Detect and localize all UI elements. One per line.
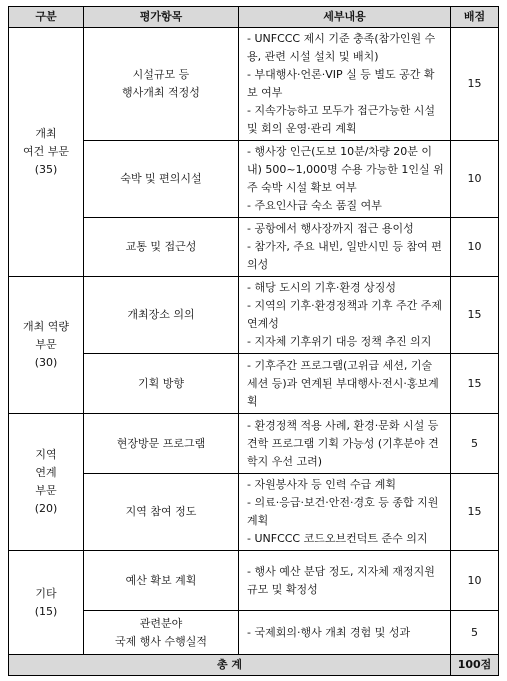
category-label-line: (20) <box>34 502 58 515</box>
details-cell <box>239 218 451 277</box>
header-row <box>9 7 499 28</box>
details-cell <box>239 28 451 141</box>
header-details: 세부내용 <box>239 7 451 28</box>
detail-item: - 지역의 기후·환경정책과 기후 주간 주제 연계성 <box>247 299 442 330</box>
evaluation-item-name: 현장방문 프로그램 <box>116 436 206 450</box>
detail-item: - 행사 예산 분담 정도, 지자체 재정지원 규모 및 확정성 <box>247 564 435 596</box>
score-cell: 15 <box>451 28 499 141</box>
score-cell: 10 <box>451 218 499 277</box>
detail-item: - 기후주간 프로그램(고위급 세션, 기술 세션 등)과 연계된 부대행사·전시·홍보계획 <box>247 358 439 408</box>
detail-item: - 참가자, 주요 내빈, 일반시민 등 참여 편의성 <box>247 240 442 271</box>
total-row <box>9 655 499 676</box>
evaluation-item-name: 숙박 및 편의시설 <box>120 172 202 185</box>
detail-item: - UNFCCC 코드오브컨덕트 준수 의지 <box>247 532 428 545</box>
evaluation-item-name: 행사개최 적정성 <box>122 86 200 99</box>
evaluation-item-name: 교통 및 접근성 <box>125 240 197 253</box>
evaluation-item-name: 개최장소 의의 <box>127 308 195 321</box>
evaluation-criteria-table <box>8 6 499 676</box>
total-score: 100점 <box>451 655 499 676</box>
evaluation-item-name: 지역 참여 정도 <box>125 505 197 518</box>
evaluation-item-cell <box>84 474 239 551</box>
category-label-line: (35) <box>34 163 58 176</box>
category-label-line: 개최 <box>35 127 57 140</box>
score-cell: 15 <box>451 354 499 414</box>
score-cell: 15 <box>451 277 499 354</box>
total-label: 총 계 <box>9 655 451 676</box>
details-cell <box>239 611 451 655</box>
details-cell <box>239 551 451 611</box>
category-cell <box>9 551 84 655</box>
score-cell: 10 <box>451 551 499 611</box>
evaluation-item-name: 관련분야 <box>139 616 183 630</box>
detail-item: - 자원봉사자 등 인력 수급 계획 <box>247 478 396 491</box>
evaluation-item-cell <box>84 28 239 141</box>
details-cell <box>239 354 451 414</box>
detail-item: - 국제회의·행사 개최 경험 및 성과 <box>247 625 411 639</box>
category-label-line: 연계 <box>35 466 57 479</box>
score-cell: 10 <box>451 141 499 218</box>
evaluation-item-name: 예산 확보 계획 <box>125 573 197 587</box>
table-row <box>9 277 499 354</box>
evaluation-item-cell <box>84 354 239 414</box>
evaluation-item-cell <box>84 611 239 655</box>
category-label-line: 지역 <box>35 448 57 461</box>
category-label-line: 기타 <box>35 586 57 600</box>
detail-item: - 공항에서 행사장까지 접근 용이성 <box>247 222 414 235</box>
detail-item: - 환경정책 적용 사례, 환경·문화 시설 등 견학 프로그램 기획 가능성 (기후분야 견학지 우선 고려) <box>247 418 439 468</box>
detail-item: - 행사장 인근(도보 10분/차량 20분 이내) 500~1,000명 수용 가능한 1인실 위주 숙박 시설 확보 여부 <box>247 145 444 194</box>
detail-item: - 해당 도시의 기후·환경 상징성 <box>247 281 396 294</box>
category-label-line: 부문 <box>35 338 57 351</box>
details-cell <box>239 277 451 354</box>
score-cell: 15 <box>451 474 499 551</box>
category-label-line: 여건 부문 <box>22 145 69 158</box>
details-cell <box>239 474 451 551</box>
category-label-line: 부문 <box>35 484 57 497</box>
table-row <box>9 414 499 474</box>
detail-item: - 주요인사급 숙소 품질 여부 <box>247 199 382 212</box>
evaluation-item-name: 시설규모 등 <box>132 68 190 81</box>
header-score: 배점 <box>451 7 499 28</box>
table-body <box>9 28 499 655</box>
details-cell <box>239 141 451 218</box>
header-evaluation-item: 평가항목 <box>84 7 239 28</box>
evaluation-item-cell <box>84 551 239 611</box>
category-cell <box>9 414 84 551</box>
table-row <box>9 28 499 141</box>
category-label-line: 개최 역량 <box>22 320 69 333</box>
detail-item: - 지자체 기후위기 대응 정책 추진 의지 <box>247 335 432 348</box>
evaluation-item-cell <box>84 218 239 277</box>
evaluation-item-cell <box>84 277 239 354</box>
evaluation-item-cell <box>84 414 239 474</box>
detail-item: - 지속가능하고 모두가 접근가능한 시설 및 회의 운영·관리 계획 <box>247 104 435 135</box>
evaluation-item-name: 국제 행사 수행실적 <box>114 634 207 648</box>
details-cell <box>239 414 451 474</box>
category-cell <box>9 277 84 414</box>
score-cell: 5 <box>451 414 499 474</box>
score-cell: 5 <box>451 611 499 655</box>
category-cell <box>9 28 84 277</box>
category-label-line: (30) <box>34 356 58 369</box>
category-label-line: (15) <box>34 604 58 618</box>
detail-item: - UNFCCC 제시 기준 충족(참가인원 수용, 관련 시설 설치 및 배치) <box>247 32 436 63</box>
evaluation-item-cell <box>84 141 239 218</box>
detail-item: - 부대행사·언론·VIP 실 등 별도 공간 확보 여부 <box>247 68 435 99</box>
detail-item: - 의료·응급·보건·안전·경호 등 종합 지원계획 <box>247 496 439 527</box>
header-category: 구분 <box>9 7 84 28</box>
evaluation-item-name: 기획 방향 <box>137 376 184 390</box>
evaluation-criteria-page <box>8 6 499 676</box>
table-row <box>9 551 499 611</box>
